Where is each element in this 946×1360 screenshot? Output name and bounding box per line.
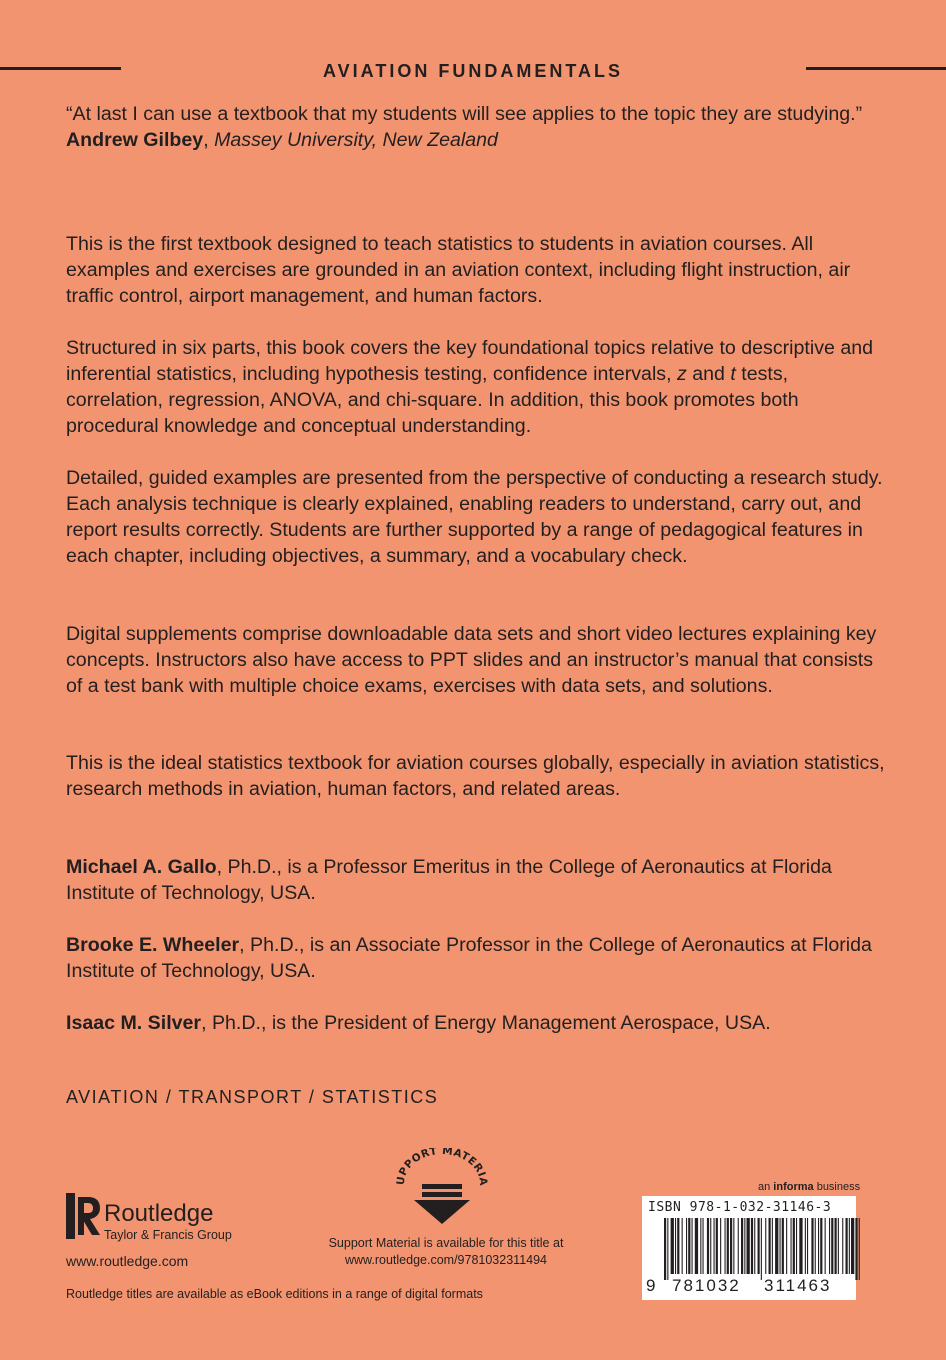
description-p2-part2: tests, correlation, regression, ANOVA, and chi-square. In addition, this book promotes both procedural knowledge and conceptual understanding. <box>66 363 799 437</box>
quote-author: Andrew Gilbey <box>66 129 204 151</box>
quote-block <box>66 101 886 153</box>
barcode-bar <box>710 1218 711 1274</box>
barcode-digits-group2: 311463 <box>764 1276 832 1295</box>
ebook-note: Routledge titles are available as eBook editions in a range of digital formats <box>66 1287 483 1301</box>
author-bio-text-2: , Ph.D., is an Associate Professor in the College of Aeronautics at Florida Institute of Technology, USA. <box>66 934 872 982</box>
barcode-bar <box>815 1218 816 1274</box>
informa-prefix: an <box>758 1181 774 1193</box>
barcode-bar <box>751 1218 753 1274</box>
barcode-bar <box>829 1218 830 1274</box>
barcode-bar <box>758 1218 760 1274</box>
description-p2-z: z <box>677 363 687 385</box>
description-p4: Digital supplements comprise downloadable data sets and short video lectures explaining key concepts. Instructors also have access to PPT slides and an instructor’s manual that consists of a test bank with multiple choice exams, exercises with data sets, and solutions. <box>66 623 877 697</box>
barcode-bar <box>825 1218 826 1274</box>
barcode-bar <box>747 1218 750 1274</box>
description-p1: This is the first textbook designed to teach statistics to students in aviation courses. All examples and exercises are grounded in an aviation context, including flight instruction, air traffic control, airport management, and human factors. <box>66 233 851 307</box>
barcode-bar <box>782 1218 784 1274</box>
barcode-bar <box>786 1218 787 1274</box>
barcode-digits-group1: 781032 <box>672 1276 741 1295</box>
barcode-bar <box>842 1218 843 1274</box>
routledge-r-icon <box>66 1193 102 1239</box>
support-info-line2[interactable]: www.routledge.com/9781032311494 <box>345 1253 547 1267</box>
down-arrow-icon <box>414 1184 470 1224</box>
barcode-bar <box>727 1218 729 1274</box>
barcode-bar <box>851 1218 854 1274</box>
author-name-1: Michael A. Gallo <box>66 856 217 878</box>
barcode-bar <box>695 1218 698 1274</box>
barcode-bar <box>682 1218 683 1274</box>
barcode-bar <box>730 1218 732 1274</box>
barcode-bar <box>811 1218 813 1274</box>
barcode-bar <box>738 1218 739 1274</box>
author-bio-1 <box>66 854 886 906</box>
author-bio-3 <box>66 1010 886 1036</box>
barcode-bar <box>859 1218 860 1280</box>
series-title: AVIATION FUNDAMENTALS <box>323 61 623 81</box>
publisher-group: Taylor & Francis Group <box>104 1228 232 1242</box>
barcode-bar <box>677 1218 679 1274</box>
barcode-bar <box>707 1218 709 1274</box>
barcode-bar <box>761 1218 762 1280</box>
quote-attribution: Andrew Gilbey, Massey University, New Zealand <box>66 129 498 151</box>
barcode-bar <box>741 1218 743 1274</box>
barcode-bar <box>775 1218 778 1274</box>
author-name-2: Brooke E. Wheeler <box>66 934 240 956</box>
informa-brand: informa <box>773 1181 814 1193</box>
barcode-bar <box>688 1218 690 1274</box>
barcode-bar <box>716 1218 718 1274</box>
barcode-bar <box>791 1218 792 1274</box>
barcode-bar <box>849 1218 850 1274</box>
description-p2-t: t <box>730 363 736 385</box>
barcode-bar <box>772 1218 773 1274</box>
barcode-bar <box>769 1218 771 1274</box>
barcode-bar <box>675 1218 676 1274</box>
isbn-barcode-box <box>642 1196 856 1300</box>
support-badge-label: UPPORT MATERIA <box>394 1148 490 1187</box>
barcode-bars <box>664 1218 864 1280</box>
author-bio-text-1: , Ph.D., is a Professor Emeritus in the College of Aeronautics at Florida Institute of Technology, USA. <box>66 856 832 904</box>
description-p2-and: and <box>686 363 731 385</box>
barcode-bar <box>700 1218 701 1274</box>
barcode-bar <box>720 1218 721 1274</box>
publisher-name: Routledge <box>104 1200 214 1227</box>
author-bio-text-3: , Ph.D., is the President of Energy Management Aerospace, USA. <box>201 1012 771 1034</box>
description-p2-part1: Structured in six parts, this book covers the key foundational topics relative to descriptive and inferential statistics, including hypothesis testing, confidence intervals, <box>66 337 874 385</box>
barcode-bar <box>831 1218 833 1274</box>
barcode-bar <box>855 1218 857 1280</box>
barcode-bar <box>744 1218 745 1274</box>
barcode-bar <box>807 1218 808 1274</box>
barcode-bar <box>671 1218 674 1274</box>
barcode-bar <box>692 1218 693 1274</box>
barcode-bar <box>664 1218 666 1280</box>
quote-text: “At last I can use a textbook that my students will see applies to the topic they are studying.” <box>66 103 863 125</box>
description-p2 <box>66 335 886 439</box>
author-name-3: Isaac M. Silver <box>66 1012 202 1034</box>
barcode-bar <box>686 1218 687 1274</box>
barcode-bar <box>805 1218 806 1274</box>
barcode-bar <box>796 1218 797 1274</box>
barcode-bar <box>838 1218 839 1274</box>
publisher-url[interactable]: www.routledge.com <box>66 1253 189 1269</box>
barcode-bar <box>846 1218 848 1274</box>
author-bio-2 <box>66 932 886 984</box>
barcode-bar <box>818 1218 819 1274</box>
barcode-digit-first: 9 <box>646 1276 657 1295</box>
barcode-bar <box>820 1218 822 1274</box>
support-material-badge <box>392 1148 492 1228</box>
barcode-bar <box>799 1218 802 1274</box>
subject-category: AVIATION / TRANSPORT / STATISTICS <box>66 1087 439 1107</box>
barcode-bar <box>835 1218 837 1274</box>
barcode-bar <box>725 1218 726 1274</box>
barcode-bar <box>714 1218 715 1274</box>
barcode-bar <box>754 1218 755 1274</box>
description-p3: Detailed, guided examples are presented from the perspective of conducting a research study. Each analysis technique is clearly explained, enabling readers to understand, carry out, and report results correctly. Students are further supported by a range of pedagogical features in each chapter, including objectives, a summary, and a vocabulary check. <box>66 467 883 567</box>
barcode-bar <box>703 1218 704 1274</box>
description-p5: This is the ideal statistics textbook for aviation courses globally, especially in aviation statistics, research methods in aviation, human factors, and related areas. <box>66 752 885 800</box>
routledge-logo <box>66 1193 266 1243</box>
barcode-bar <box>733 1218 734 1274</box>
isbn-label: ISBN 978-1-032-31146-3 <box>648 1200 832 1215</box>
informa-suffix: business <box>813 1181 861 1193</box>
informa-note <box>758 1181 860 1193</box>
barcode-bar <box>780 1218 781 1274</box>
quote-affiliation: Massey University, New Zealand <box>214 129 498 151</box>
support-info-line1: Support Material is available for this title at <box>328 1236 564 1250</box>
barcode-bar <box>793 1218 795 1274</box>
barcode-bar <box>765 1218 766 1274</box>
barcode-bar <box>667 1218 668 1280</box>
